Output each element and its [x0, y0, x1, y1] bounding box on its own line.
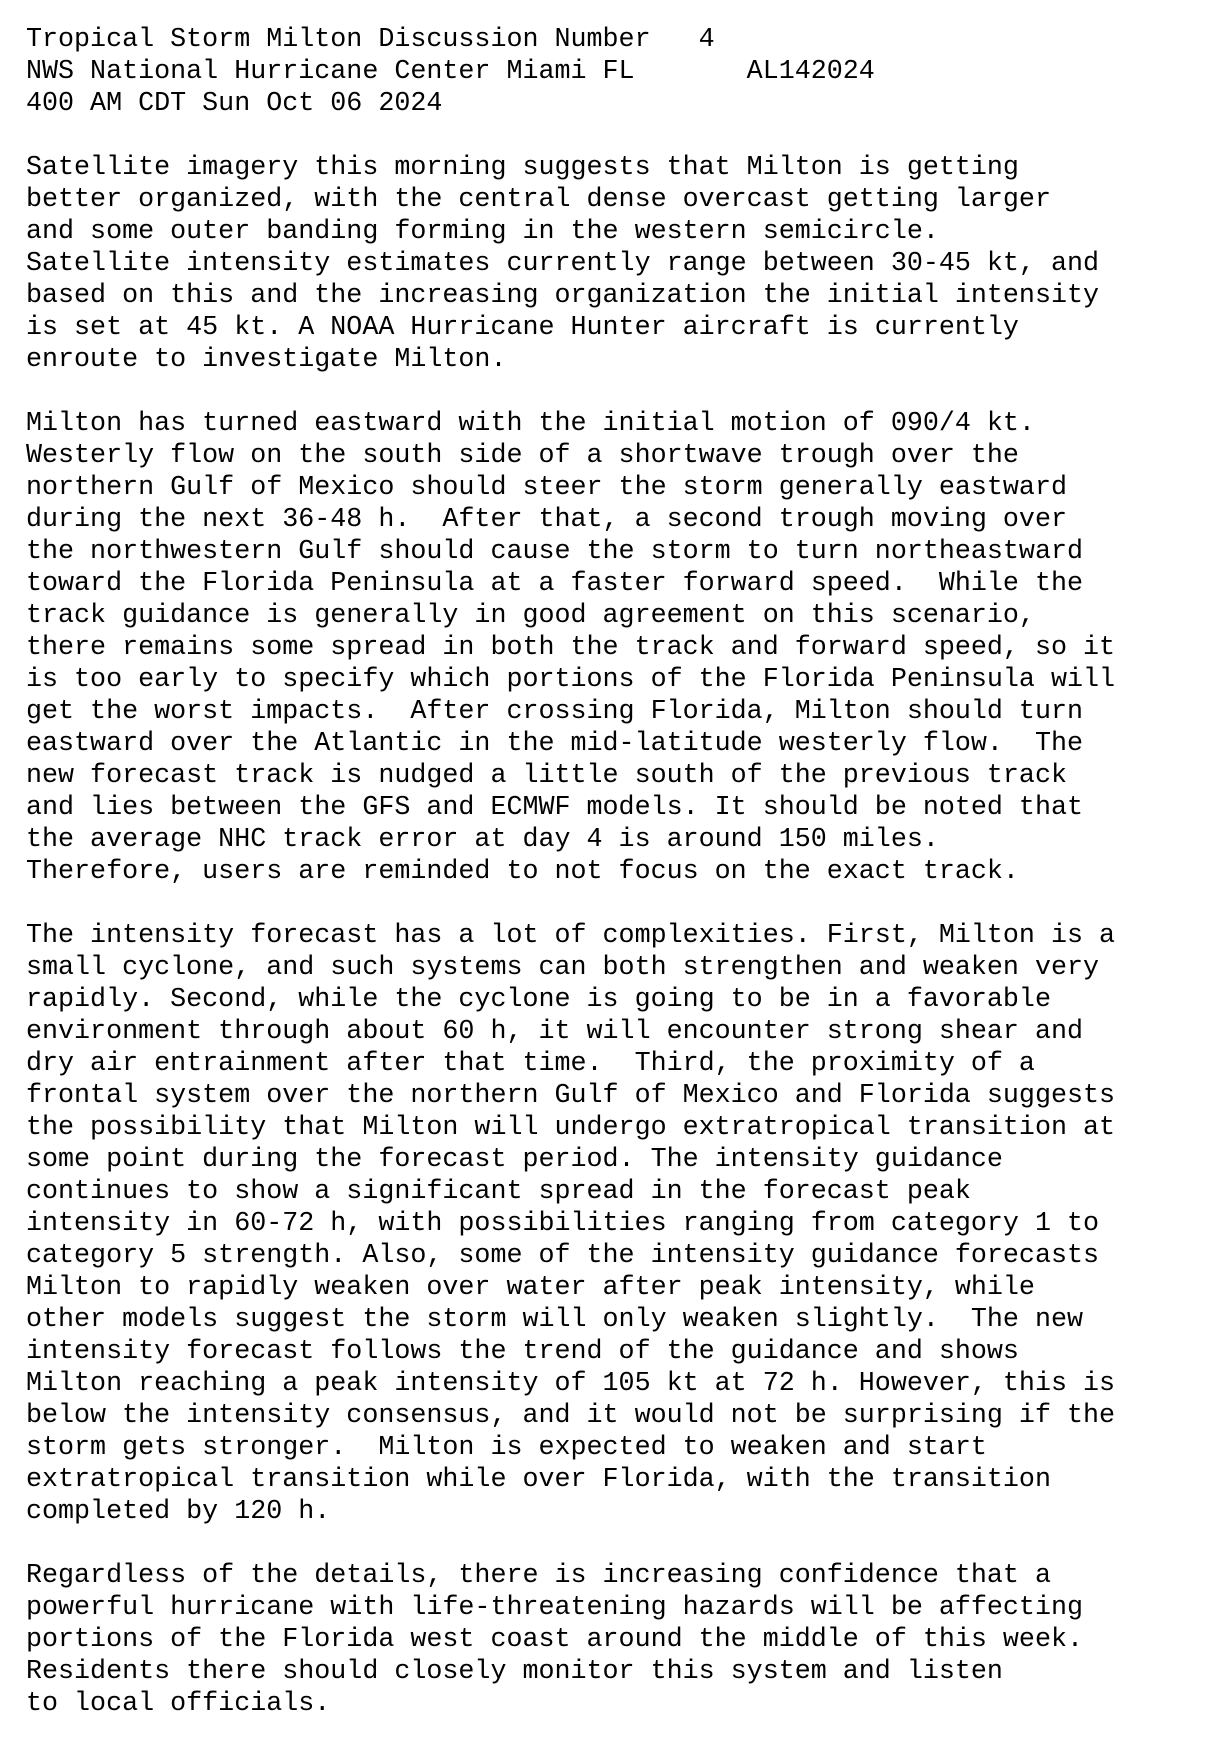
text-line: environment through about 60 h, it will encounter strong shear and [26, 1017, 1083, 1047]
text-line: is set at 45 kt. A NOAA Hurricane Hunter aircraft is currently [26, 313, 1019, 343]
paragraph-spacer [26, 888, 1206, 920]
text-line: Milton to rapidly weaken over water after peak intensity, while [26, 1273, 1035, 1303]
text-line: based on this and the increasing organization the initial intensity [26, 281, 1100, 311]
paragraph-track-forecast [26, 408, 1206, 888]
paragraph-hazard-outlook [26, 1560, 1206, 1720]
text-line: intensity forecast follows the trend of the guidance and shows [26, 1337, 1019, 1367]
text-line: eastward over the Atlantic in the mid-latitude westerly flow. The [26, 729, 1083, 759]
text-line: Satellite intensity estimates currently range between 30-45 kt, and [26, 249, 1100, 279]
text-line: there remains some spread in both the track and forward speed, so it [26, 633, 1116, 663]
text-line: Westerly flow on the south side of a shortwave trough over the [26, 441, 1019, 471]
text-line: The intensity forecast has a lot of complexities. First, Milton is a [26, 921, 1116, 951]
text-line: intensity in 60-72 h, with possibilities ranging from category 1 to [26, 1209, 1100, 1239]
text-line: during the next 36-48 h. After that, a second trough moving over [26, 505, 1067, 535]
text-line: Milton has turned eastward with the initial motion of 090/4 kt. [26, 409, 1035, 439]
text-line: Residents there should closely monitor this system and listen [26, 1657, 1003, 1687]
text-line: and some outer banding forming in the western semicircle. [26, 217, 939, 247]
text-line: the northwestern Gulf should cause the storm to turn northeastward [26, 537, 1083, 567]
text-line: enroute to investigate Milton. [26, 345, 507, 375]
text-line: track guidance is generally in good agreement on this scenario, [26, 601, 1035, 631]
text-line: portions of the Florida west coast around the middle of this week. [26, 1625, 1083, 1655]
text-line: below the intensity consensus, and it would not be surprising if the [26, 1401, 1116, 1431]
text-line: and lies between the GFS and ECMWF models. It should be noted that [26, 793, 1083, 823]
text-line: category 5 strength. Also, some of the intensity guidance forecasts [26, 1241, 1100, 1271]
text-line: rapidly. Second, while the cyclone is going to be in a favorable [26, 985, 1051, 1015]
text-line: northern Gulf of Mexico should steer the storm generally eastward [26, 473, 1067, 503]
text-line: Milton reaching a peak intensity of 105 kt at 72 h. However, this is [26, 1369, 1116, 1399]
text-line: Regardless of the details, there is increasing confidence that a [26, 1561, 1051, 1591]
text-line: the average NHC track error at day 4 is around 150 miles. [26, 825, 939, 855]
text-line: storm gets stronger. Milton is expected to weaken and start [26, 1433, 987, 1463]
paragraph-spacer [26, 120, 1206, 152]
paragraph-spacer [26, 376, 1206, 408]
issue-time: 400 AM CDT Sun Oct 06 2024 [26, 89, 443, 119]
text-line: dry air entrainment after that time. Third, the proximity of a [26, 1049, 1035, 1079]
text-line: powerful hurricane with life-threatening hazards will be affecting [26, 1593, 1083, 1623]
text-line: completed by 120 h. [26, 1497, 331, 1527]
text-line: the possibility that Milton will undergo extratropical transition at [26, 1113, 1116, 1143]
text-line: some point during the forecast period. The intensity guidance [26, 1145, 1003, 1175]
paragraph-spacer [26, 1528, 1206, 1560]
document-title: Tropical Storm Milton Discussion Number 4 [26, 25, 715, 55]
text-line: is too early to specify which portions of the Florida Peninsula will [26, 665, 1116, 695]
text-line: Satellite imagery this morning suggests that Milton is getting [26, 153, 1019, 183]
text-line: toward the Florida Peninsula at a faster forward speed. While the [26, 569, 1083, 599]
text-line: new forecast track is nudged a little south of the previous track [26, 761, 1067, 791]
paragraph-current-intensity [26, 152, 1206, 376]
document-header [26, 24, 1206, 120]
paragraph-intensity-forecast [26, 920, 1206, 1528]
text-line: continues to show a significant spread in the forecast peak [26, 1177, 971, 1207]
text-line: better organized, with the central dense overcast getting larger [26, 185, 1051, 215]
text-line: extratropical transition while over Florida, with the transition [26, 1465, 1051, 1495]
text-line: other models suggest the storm will only weaken slightly. The new [26, 1305, 1083, 1335]
text-line: Therefore, users are reminded to not focus on the exact track. [26, 857, 1019, 887]
issuing-office: NWS National Hurricane Center Miami FL AL142024 [26, 57, 875, 87]
text-line: to local officials. [26, 1689, 331, 1719]
text-line: frontal system over the northern Gulf of Mexico and Florida suggests [26, 1081, 1116, 1111]
text-line: get the worst impacts. After crossing Florida, Milton should turn [26, 697, 1083, 727]
text-line: small cyclone, and such systems can both strengthen and weaken very [26, 953, 1100, 983]
